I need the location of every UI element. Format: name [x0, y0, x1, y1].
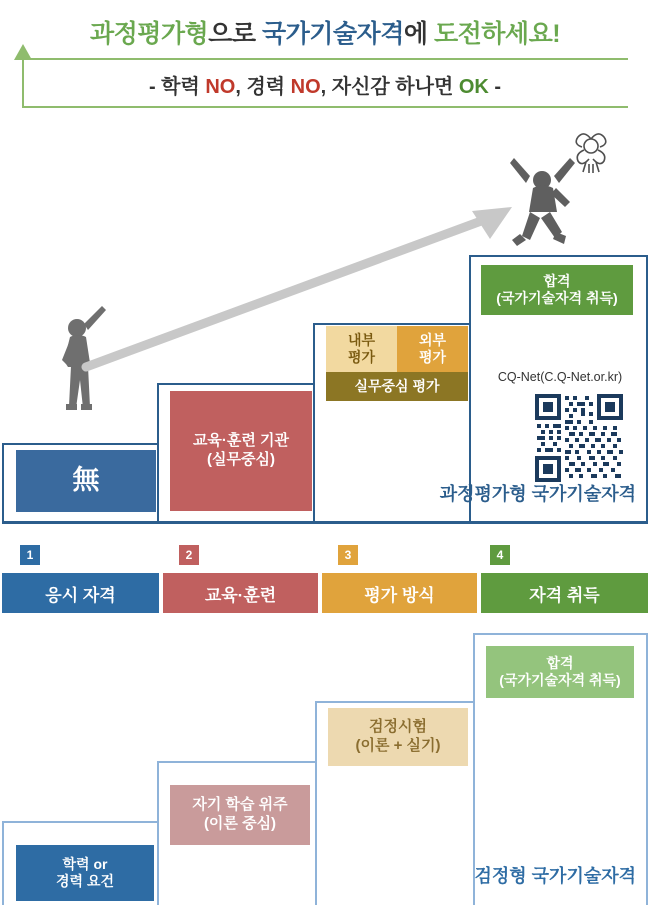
qr-code-svg [533, 392, 625, 484]
subtitle-dash-left: - [148, 76, 162, 98]
page-title [0, 14, 650, 50]
qr-code-icon [533, 392, 625, 484]
step-label-4: 자격 취득 [481, 573, 648, 613]
lower-tile-requirement-line2: 경력 요건 [56, 873, 114, 889]
award-flower-icon [568, 128, 614, 174]
upper-tile-no-requirement [16, 450, 156, 512]
lower-tile-exam-line2: (이론 + 실기) [355, 737, 441, 754]
title-segment-connector1: 으로 [208, 20, 262, 48]
upper-tile-practice-label: 실무중심 평가 [354, 377, 440, 394]
step-label-1: 응시 자격 [2, 573, 159, 613]
upper-tile-external-line1: 외부 [418, 331, 447, 348]
lower-tile-requirement-line1: 학력 or [62, 855, 108, 872]
upper-tile-practice-evaluation [326, 372, 468, 401]
title-segment-national-cert: 국가기술자격 [261, 20, 404, 48]
upper-tile-education-line1: 교육·훈련 기관 [192, 432, 290, 450]
step-label-3: 평가 방식 [322, 573, 477, 613]
progress-arrow-svg [80, 195, 520, 375]
upper-baseline [2, 521, 648, 524]
subtitle-education: 학력 [161, 76, 206, 98]
step-bar [2, 573, 648, 613]
lower-tile-pass-line2: (국가기술자격 취득) [499, 672, 621, 688]
award-flower-svg [568, 128, 614, 174]
header-rule-top [22, 58, 628, 60]
progress-arrow-icon [80, 195, 520, 375]
step-badge-1: 1 [20, 545, 40, 565]
step-label-2: 교육·훈련 [163, 573, 318, 613]
subtitle-ok: OK [458, 76, 489, 98]
title-segment-course-type: 과정평가형 [89, 20, 209, 48]
upper-tile-internal-line2: 평가 [347, 349, 376, 365]
lower-tile-self-study-line1: 자기 학습 위주 [192, 796, 288, 814]
upper-tile-internal-line1: 내부 [347, 331, 376, 348]
lower-tile-requirement [16, 845, 154, 901]
lower-section-title: 검정형 국가기술자격 [474, 866, 636, 886]
subtitle-career: , 경력 [235, 76, 291, 98]
lower-tile-pass [486, 646, 634, 698]
lower-tile-exam [328, 708, 468, 766]
upper-tile-pass-line1: 합격 [543, 272, 571, 289]
upper-tile-education-line2: (실무중심) [207, 451, 275, 468]
lower-tile-pass-line1: 합격 [546, 654, 574, 671]
step-badge-2: 2 [179, 545, 199, 565]
subtitle-no-2: NO [290, 76, 321, 98]
upper-tile-pass-line2: (국가기술자격 취득) [496, 290, 618, 306]
cqnet-url-label: CQ-Net(C.Q-Net.or.kr) [497, 370, 623, 384]
upper-tile-external-line2: 평가 [418, 349, 447, 365]
lower-tile-exam-line1: 검정시험 [369, 718, 427, 736]
step-badge-4: 4 [490, 545, 510, 565]
subtitle-no-1: NO [205, 76, 236, 98]
page-subtitle [0, 70, 650, 99]
step-badge-3: 3 [338, 545, 358, 565]
upper-tile-no-requirement-label: 無 [72, 465, 100, 496]
header-rule-bottom [22, 106, 628, 108]
title-segment-challenge: 도전하세요! [433, 20, 561, 48]
lower-tile-self-study [170, 785, 310, 845]
title-segment-connector2: 에 [403, 20, 434, 48]
lower-tile-self-study-line2: (이론 중심) [203, 815, 277, 832]
subtitle-dash-right: - [488, 76, 502, 98]
upper-section-title: 과정평가형 국가기술자격 [439, 484, 636, 504]
subtitle-confidence: , 자신감 하나면 [320, 76, 459, 98]
upper-tile-education-institution [170, 391, 312, 511]
